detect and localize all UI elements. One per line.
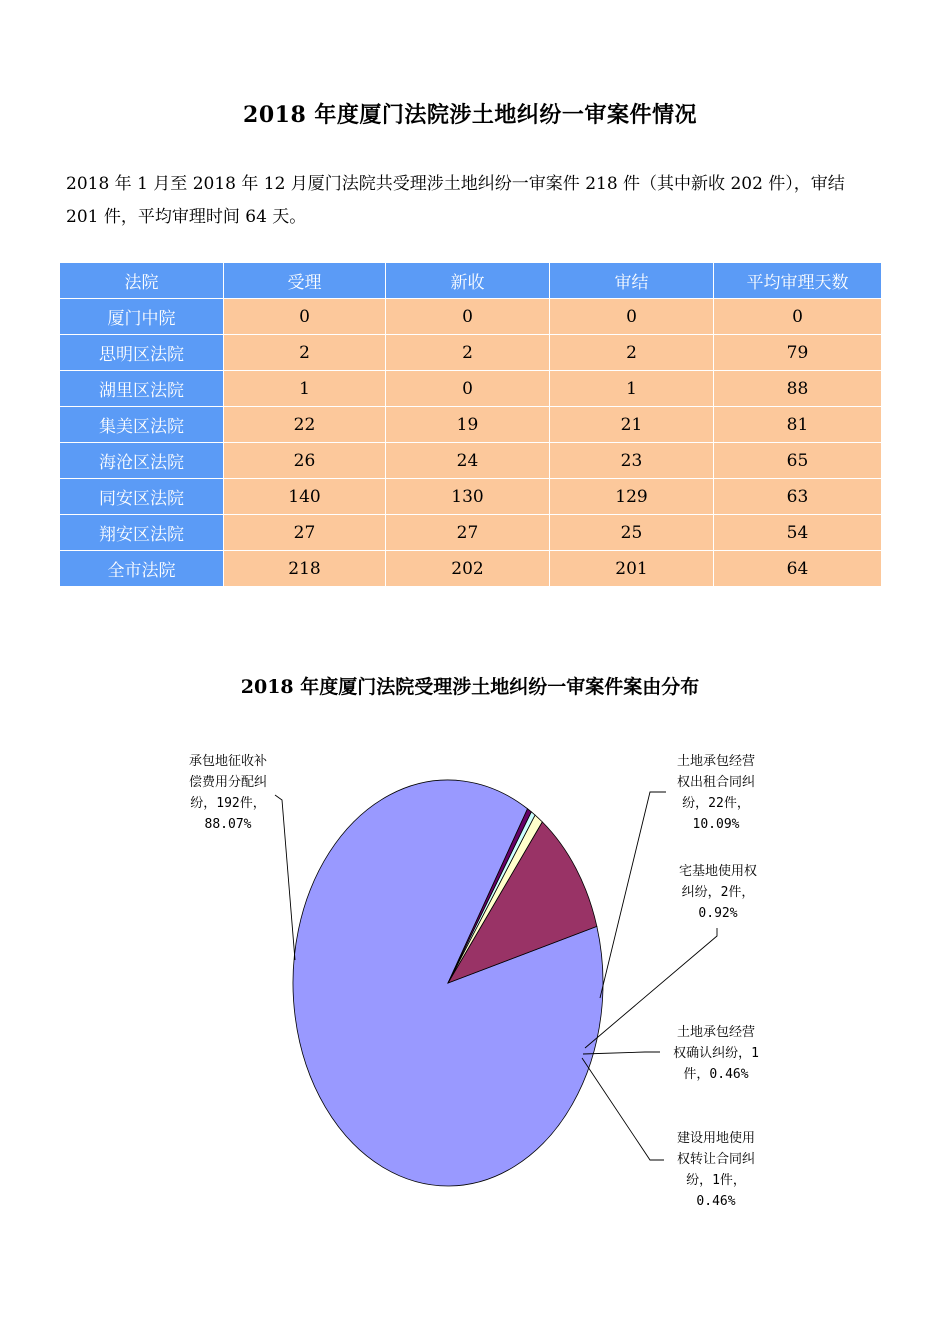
court-cell: 翔安区法院 [60, 515, 224, 551]
new-cell: 24 [386, 443, 550, 479]
closed-cell: 2 [550, 335, 714, 371]
court-cell: 全市法院 [60, 551, 224, 587]
label-line: 纷，22件， [682, 796, 750, 811]
new-cell: 0 [386, 371, 550, 407]
summary-line-2: 201 件，平均审理时间 64 天。 [66, 207, 307, 227]
label-line: 件，0.46% [683, 1067, 749, 1082]
label-line: 纷，1件， [686, 1173, 746, 1188]
closed-cell: 1 [550, 371, 714, 407]
avg-days-cell: 54 [714, 515, 882, 551]
new-cell: 0 [386, 299, 550, 335]
closed-cell: 23 [550, 443, 714, 479]
label-line: 0.92% [698, 906, 738, 921]
leader-line [600, 792, 666, 998]
leader-line [582, 1058, 664, 1160]
accepted-cell: 1 [224, 371, 386, 407]
label-line: 承包地征收补 [188, 754, 268, 769]
accepted-cell: 27 [224, 515, 386, 551]
label-line: 权转让合同纠 [676, 1152, 756, 1167]
closed-cell: 129 [550, 479, 714, 515]
closed-cell: 201 [550, 551, 714, 587]
label-line: 纷，192件， [190, 796, 266, 811]
label-homestead [679, 863, 757, 921]
header-new: 新收 [386, 263, 550, 299]
leader-line [275, 795, 295, 960]
avg-days-cell: 88 [714, 371, 882, 407]
court-cell: 海沧区法院 [60, 443, 224, 479]
avg-days-cell: 79 [714, 335, 882, 371]
new-cell: 130 [386, 479, 550, 515]
label-rental [677, 753, 755, 832]
new-cell: 202 [386, 551, 550, 587]
new-cell: 2 [386, 335, 550, 371]
summary-line-1: 2018 年 1 月至 2018 年 12 月厦门法院共受理涉土地纠纷一审案件 218 件（其中新收 202 件），审结 [66, 174, 845, 194]
label-confirm [673, 1024, 759, 1082]
header-accepted: 受理 [224, 263, 386, 299]
label-line: 0.46% [696, 1194, 736, 1209]
closed-cell: 21 [550, 407, 714, 443]
accepted-cell: 140 [224, 479, 386, 515]
label-line: 权出租合同纠 [676, 775, 756, 790]
page-title: 2018 年度厦门法院涉土地纠纷一审案件情况 [243, 102, 697, 128]
avg-days-cell: 64 [714, 551, 882, 587]
court-cell: 厦门中院 [60, 299, 224, 335]
accepted-cell: 218 [224, 551, 386, 587]
label-line: 宅基地使用权 [678, 864, 758, 879]
label-line: 88.07% [204, 817, 252, 832]
label-transfer [677, 1130, 755, 1209]
accepted-cell: 26 [224, 443, 386, 479]
label-main [189, 753, 267, 832]
label-line: 10.09% [692, 817, 740, 832]
accepted-cell: 22 [224, 407, 386, 443]
new-cell: 27 [386, 515, 550, 551]
court-cell: 湖里区法院 [60, 371, 224, 407]
label-line: 土地承包经营 [676, 1025, 756, 1040]
label-line: 偿费用分配纠 [188, 775, 268, 790]
court-cell: 集美区法院 [60, 407, 224, 443]
avg-days-cell: 63 [714, 479, 882, 515]
label-line: 土地承包经营 [676, 754, 756, 769]
header-closed: 审结 [550, 263, 714, 299]
accepted-cell: 0 [224, 299, 386, 335]
avg-days-cell: 81 [714, 407, 882, 443]
header-avg-days: 平均审理天数 [714, 263, 882, 299]
header-court: 法院 [60, 263, 224, 299]
label-line: 纠纷，2件， [681, 885, 755, 900]
closed-cell: 25 [550, 515, 714, 551]
court-cell: 思明区法院 [60, 335, 224, 371]
leader-line [583, 1052, 660, 1054]
accepted-cell: 2 [224, 335, 386, 371]
avg-days-cell: 0 [714, 299, 882, 335]
court-cell: 同安区法院 [60, 479, 224, 515]
chart-title: 2018 年度厦门法院受理涉土地纠纷一审案件案由分布 [240, 676, 700, 698]
closed-cell: 0 [550, 299, 714, 335]
label-line: 权确认纠纷，1 [673, 1046, 759, 1061]
new-cell: 19 [386, 407, 550, 443]
label-line: 建设用地使用 [676, 1131, 756, 1146]
avg-days-cell: 65 [714, 443, 882, 479]
